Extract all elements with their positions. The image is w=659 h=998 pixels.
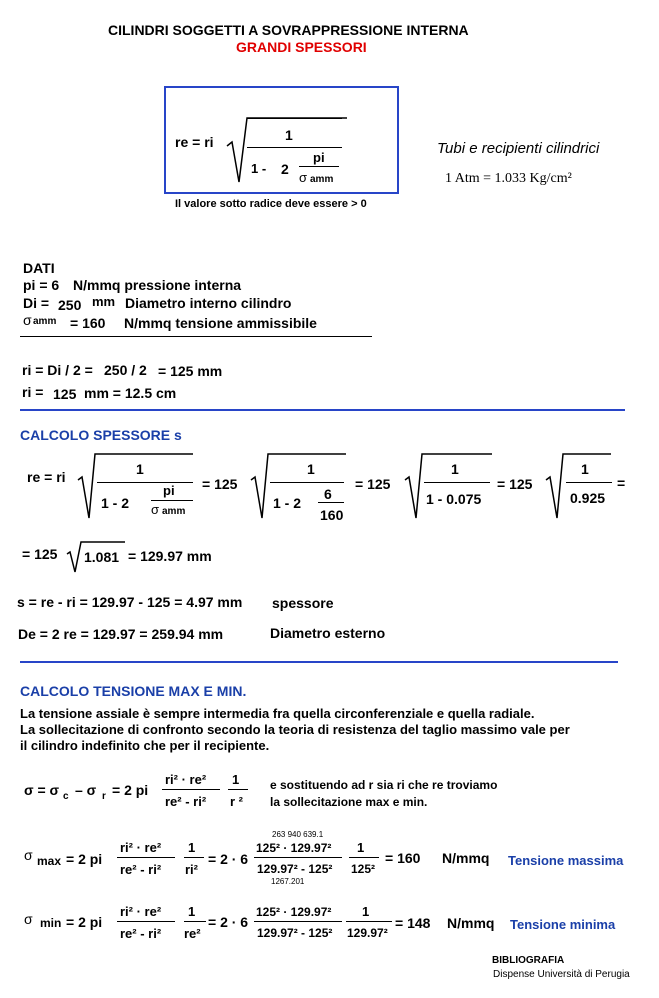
spessore-line2c: = 129.97 mm	[128, 548, 212, 564]
de-line: De = 2 re = 129.97 = 259.94 mm	[18, 626, 224, 642]
dati-pi-unit: N/mmq pressione interna	[73, 277, 242, 293]
sigma-icon: σ	[24, 911, 33, 927]
dati-di: Di =	[23, 295, 50, 311]
max-result: = 160	[385, 850, 421, 866]
tensione-heading: CALCOLO TENSIONE MAX E MIN.	[20, 683, 247, 699]
dati-di-unit: mm	[92, 294, 116, 309]
tensione-p3: il cilindro indefinito che per il recipiente.	[20, 738, 270, 753]
biblio-source: Dispense Università di Perugia	[493, 969, 630, 980]
formula-den-prefix: 1 -	[251, 161, 267, 176]
dati-samm-desc: N/mmq tensione ammissibile	[124, 315, 317, 331]
max-den: re² - ri²	[120, 862, 162, 877]
formula-note: Il valore sotto radice deve essere > 0	[175, 198, 367, 210]
de-desc: Diametro esterno	[270, 625, 386, 641]
frac-r2: r ²	[230, 794, 243, 809]
minus-sig: – σ	[75, 782, 97, 798]
page-subtitle: GRANDI SPESSORI	[236, 39, 367, 55]
atm-label: 1 Atm = 1.033 Kg/cm²	[445, 171, 572, 186]
min-re2: re²	[184, 926, 201, 941]
ri-line2a: ri =	[22, 384, 44, 400]
min-big-num: 125² · 129.97²	[256, 905, 332, 919]
spessore-line2a: = 125	[22, 546, 58, 562]
spessore-160: 160	[320, 507, 344, 523]
tubi-label: Tubi e recipienti cilindrici	[437, 140, 600, 157]
sqrt-sign-icon	[405, 452, 421, 522]
min-one: 1	[188, 904, 196, 919]
formula-num: 1	[285, 127, 293, 143]
spessore-one: 1	[136, 461, 144, 477]
max-ri2: ri²	[185, 862, 198, 877]
spessore-eq125b: = 125	[355, 476, 391, 492]
sigma-icon: σ	[299, 170, 308, 185]
max-sub: max	[37, 854, 62, 868]
blue-divider	[20, 409, 625, 411]
max-big-den: 129.97² - 125²	[257, 862, 333, 876]
spessore-pi: pi	[163, 483, 175, 498]
min-den: re² - ri²	[120, 926, 162, 941]
ri-line2c: mm = 12.5 cm	[84, 385, 177, 401]
dati-title: DATI	[23, 260, 55, 276]
formula-two: 2	[281, 161, 289, 177]
min-num: ri² · re²	[120, 904, 162, 919]
s-line: s = re - ri = 129.97 - 125 = 4.97 mm	[17, 594, 243, 610]
note1: e sostituendo ad r sia ri che re troviamo	[270, 778, 498, 792]
min-result: = 148	[395, 915, 431, 931]
blue-divider	[20, 661, 618, 663]
sigma-icon: σ	[24, 847, 33, 863]
spessore-heading: CALCOLO SPESSORE s	[20, 427, 182, 443]
max-unit: N/mmq	[442, 850, 490, 866]
formula-pi: pi	[313, 150, 325, 165]
spessore-one-4: 1	[581, 461, 589, 477]
sqrt-sign-icon	[227, 116, 247, 186]
min-one-2: 1	[362, 904, 370, 919]
max-one: 1	[188, 840, 196, 855]
eq-2pi: = 2 pi	[112, 782, 149, 798]
max-mid: = 2 · 6	[208, 851, 249, 867]
spessore-one-3: 1	[451, 461, 459, 477]
spessore-eq125a: = 125	[202, 476, 238, 492]
den-re2ri2: re² - ri²	[165, 794, 207, 809]
spessore-eq-end: =	[617, 475, 626, 491]
spessore-lhs: re = ri	[27, 469, 66, 485]
formula-sigma-amm: amm	[310, 174, 334, 185]
spessore-den2: 1 - 2	[273, 495, 302, 511]
min-big-den: 129.97² - 125²	[257, 926, 333, 940]
max-num: ri² · re²	[120, 840, 162, 855]
ri-line1c: = 125 mm	[158, 363, 223, 379]
min-129: 129.97²	[347, 926, 388, 940]
spessore-den1: 1 - 2	[101, 495, 130, 511]
formula-lhs: re = ri	[175, 134, 214, 150]
tensione-p2: La sollecitazione di confronto secondo la teoria di resistenza del taglio massimo vale per	[20, 722, 570, 737]
num-ri2re2: ri² · re²	[165, 772, 207, 787]
spessore-den4: 0.925	[570, 490, 606, 506]
spessore-six: 6	[324, 486, 332, 502]
max-125: 125²	[351, 862, 376, 876]
biblio-heading: BIBLIOGRAFIA	[492, 955, 565, 966]
sqrt-sign-icon	[78, 452, 94, 522]
spessore-samm: amm	[162, 506, 186, 517]
dati-pi: pi = 6	[23, 277, 60, 293]
dati-di-value: 250	[58, 297, 82, 313]
max-small-top: 263 940 639.1	[272, 830, 324, 839]
max-big-num: 125² · 129.97²	[256, 841, 332, 855]
min-eq: = 2 pi	[66, 914, 103, 930]
spessore-eq125c: = 125	[497, 476, 533, 492]
dati-di-desc: Diametro interno cilindro	[125, 295, 292, 311]
ri-line1b: 250 / 2	[104, 362, 147, 378]
tensione-p1: La tensione assiale è sempre intermedia fra quella circonferenziale e quella radiale.	[20, 706, 535, 721]
sig-eq: σ = σ	[24, 782, 60, 798]
max-label: Tensione massima	[508, 853, 624, 868]
c-sub: c	[63, 791, 69, 802]
s-desc: spessore	[272, 595, 334, 611]
max-one-2: 1	[357, 840, 365, 855]
r-sub: r	[102, 791, 106, 802]
max-eq: = 2 pi	[66, 851, 103, 867]
page-title: CILINDRI SOGGETTI A SOVRAPPRESSIONE INTERNA	[108, 22, 469, 38]
spessore-line2b: 1.081	[84, 549, 120, 565]
max-small-bot: 1267.201	[271, 877, 305, 886]
frac-one: 1	[232, 772, 240, 787]
note2: la sollecitazione max e min.	[270, 795, 428, 809]
ri-line2b: 125	[53, 386, 77, 402]
min-unit: N/mmq	[447, 915, 495, 931]
spessore-one-2: 1	[307, 461, 315, 477]
spessore-den3: 1 - 0.075	[426, 491, 482, 507]
sigma-icon: σ	[23, 312, 32, 328]
min-mid: = 2 · 6	[208, 914, 249, 930]
sigma-icon: σ	[151, 502, 160, 517]
dati-samm-sub: amm	[33, 316, 57, 327]
dati-samm-value: = 160	[70, 315, 106, 331]
min-label: Tensione minima	[510, 917, 616, 932]
sqrt-sign-icon	[251, 452, 267, 522]
ri-line1a: ri = Di / 2 =	[22, 362, 93, 378]
sqrt-sign-icon	[67, 540, 81, 574]
min-sub: min	[40, 916, 62, 930]
divider	[20, 336, 372, 337]
sqrt-sign-icon	[546, 452, 562, 522]
